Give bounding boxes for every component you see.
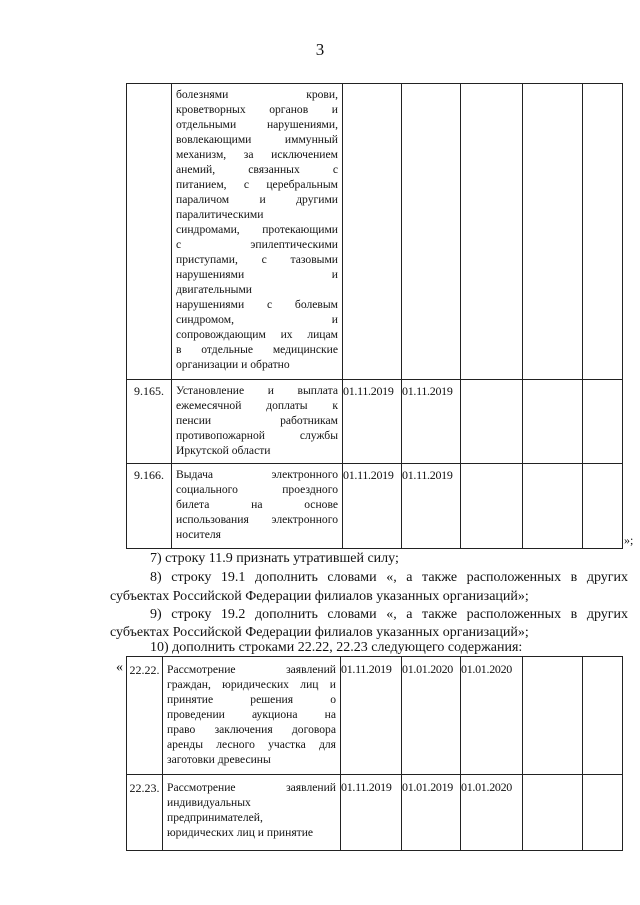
row-number: [127, 84, 172, 380]
service-name: [163, 657, 340, 770]
text-line: с эпилептическими: [176, 238, 338, 251]
end-date-cell: 01.11.2019: [402, 380, 461, 464]
paragraph-8-line-2: субъектах Российской Федерации филиалов указанных организаций»;: [110, 589, 529, 604]
service-name-cell: [172, 464, 343, 549]
text-line: Рассмотрение заявлений: [167, 781, 336, 794]
text-line: питанием, с церебральным: [176, 178, 338, 191]
text-line: социального проездного: [176, 483, 338, 496]
text-line: нарушениями с болевым: [176, 298, 338, 311]
row-number: 9.166.: [127, 464, 172, 549]
empty-cell: [583, 380, 623, 464]
service-name: [172, 84, 342, 375]
text-line: анемий, связанных с: [176, 163, 338, 176]
text-line: проведении аукциона на: [167, 708, 336, 721]
paragraph-10: 10) дополнить строками 22.22, 22.23 следующего содержания:: [150, 640, 523, 655]
text-line: сопровождающим их лицам: [176, 328, 338, 341]
end-date-cell: 01.11.2019: [402, 464, 461, 549]
text-line: предпринимателей,: [167, 811, 263, 824]
table-row: [127, 775, 623, 851]
services-table-continued: [126, 83, 623, 549]
empty-cell: [461, 464, 523, 549]
empty-cell: [461, 84, 523, 380]
text-line: параличом и другими: [176, 193, 338, 206]
date-cell: [343, 84, 402, 380]
service-name: [163, 775, 340, 843]
text-line: носителя: [176, 528, 221, 541]
text-line: аренды лесного участка для: [167, 738, 336, 751]
text-line: билета на основе: [176, 498, 338, 511]
empty-cell: [461, 380, 523, 464]
row-number: 9.165.: [127, 380, 172, 464]
closing-quote: »;: [624, 533, 634, 547]
row-number: 22.22.: [127, 657, 163, 775]
text-line: вовлекающими иммунный: [176, 133, 338, 146]
paragraph-7: 7) строку 11.9 признать утратившей силу;: [150, 551, 399, 566]
date-cell: 01.01.2020: [461, 657, 523, 775]
service-name-cell: [172, 380, 343, 464]
start-date-cell: 01.11.2019: [343, 380, 402, 464]
text-line: болезнями крови,: [176, 88, 338, 101]
paragraph-9-line-1: 9) строку 19.2 дополнить словами «, а также расположенных в других: [150, 607, 628, 622]
text-line: право заключения договора: [167, 723, 336, 736]
text-line: паралитическими: [176, 208, 264, 221]
empty-cell: [523, 464, 583, 549]
text-line: кроветворных органов и: [176, 103, 338, 116]
empty-cell: [583, 84, 623, 380]
text-line: заготовки древесины: [167, 753, 271, 766]
opening-quote: «: [116, 660, 123, 675]
text-line: синдромом, и: [176, 313, 338, 326]
text-line: использования электронного: [176, 513, 338, 526]
services-table-new-rows: [126, 656, 623, 851]
text-line: Установление и выплата: [176, 384, 338, 397]
text-line: ежемесячной доплаты к: [176, 399, 338, 412]
empty-cell: [583, 657, 623, 775]
text-line: в отдельные медицинские: [176, 343, 338, 356]
start-date-cell: 01.11.2019: [343, 464, 402, 549]
page-number: 3: [315, 40, 325, 59]
service-name-cell: [163, 775, 341, 851]
empty-cell: [523, 775, 583, 851]
text-line: пенсии работникам: [176, 414, 338, 427]
paragraph-9-line-2: субъектах Российской Федерации филиалов указанных организаций»;: [110, 625, 529, 640]
date-cell: 01.01.2020: [402, 657, 461, 775]
text-line: приступами, с тазовыми: [176, 253, 338, 266]
date-cell: 01.01.2019: [402, 775, 461, 851]
table-row: [127, 464, 623, 549]
text-line: юридических лиц и принятие: [167, 826, 314, 839]
text-line: Выдача электронного: [176, 468, 338, 481]
text-line: Иркутской области: [176, 444, 271, 457]
service-name-cell: [172, 84, 343, 380]
text-line: противопожарной службы: [176, 429, 338, 442]
empty-cell: [583, 775, 623, 851]
empty-cell: [583, 464, 623, 549]
table-row: [127, 657, 623, 775]
service-name: [172, 380, 342, 461]
service-name-cell: [163, 657, 341, 775]
row-number: 22.23.: [127, 775, 163, 851]
date-cell: 01.01.2020: [461, 775, 523, 851]
text-line: принятие решения о: [167, 693, 336, 706]
table-row: [127, 380, 623, 464]
date-cell: [402, 84, 461, 380]
date-cell: 01.11.2019: [341, 657, 402, 775]
table-row: [127, 84, 623, 380]
empty-cell: [523, 657, 583, 775]
empty-cell: [523, 380, 583, 464]
text-line: двигательными: [176, 283, 252, 296]
text-line: индивидуальных: [167, 796, 251, 809]
text-line: граждан, юридических лиц и: [167, 678, 336, 691]
text-line: организации и обратно: [176, 358, 290, 371]
text-line: синдромами, протекающими: [176, 223, 338, 236]
empty-cell: [523, 84, 583, 380]
date-cell: 01.11.2019: [341, 775, 402, 851]
text-line: Рассмотрение заявлений: [167, 663, 336, 676]
text-line: нарушениями и: [176, 268, 338, 281]
service-name: [172, 464, 342, 545]
text-line: отдельными нарушениями,: [176, 118, 338, 131]
paragraph-8-line-1: 8) строку 19.1 дополнить словами «, а также расположенных в других: [150, 570, 628, 585]
text-line: механизм, за исключением: [176, 148, 338, 161]
